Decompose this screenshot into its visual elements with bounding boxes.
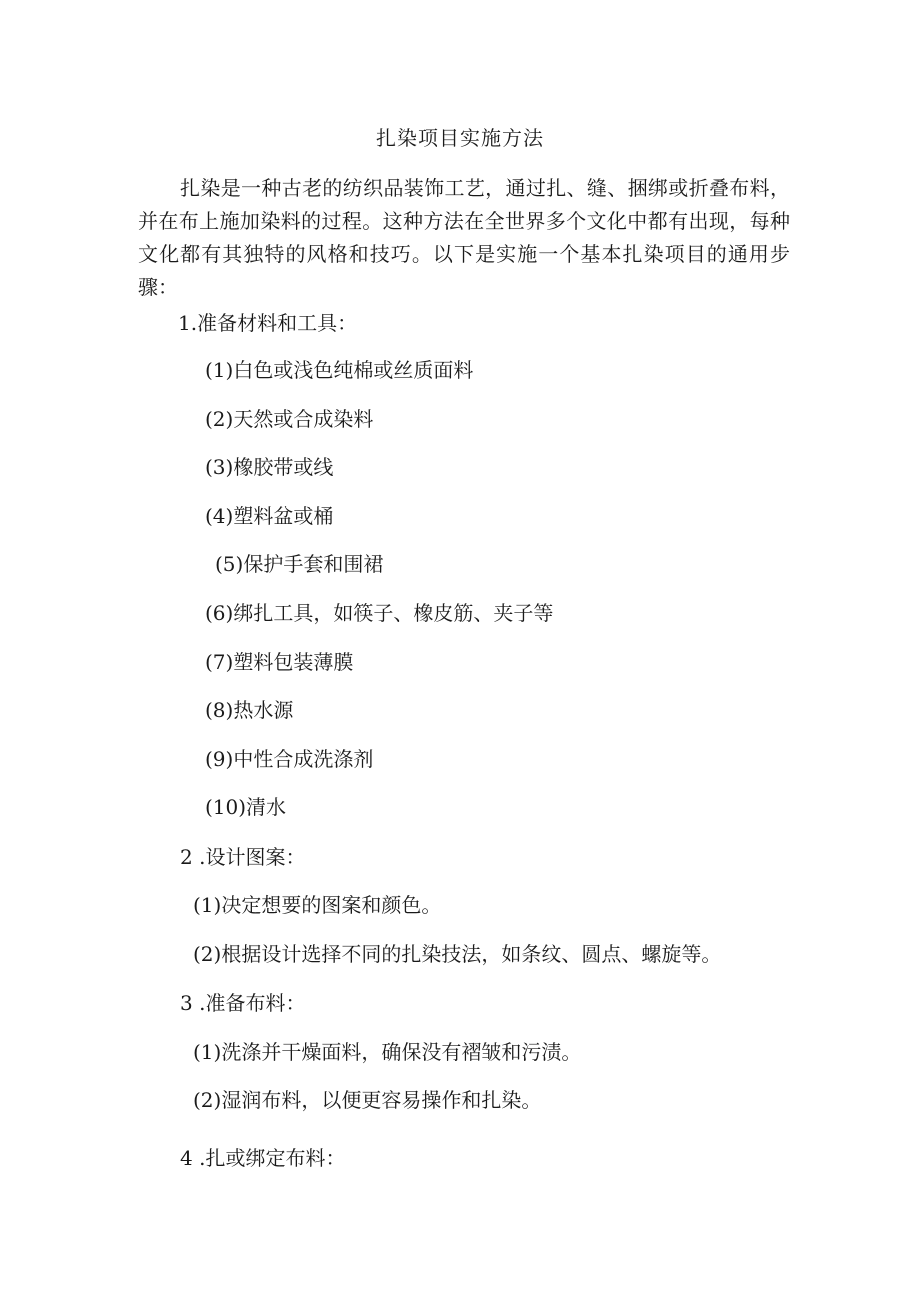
- list-item: (4)塑料盆或桶: [205, 504, 334, 528]
- intro-paragraph: 扎染是一种古老的纺织品装饰工艺，通过扎、缝、捆绑或折叠布料，并在布上施加染料的过程。这种方法在全世界多个文化中都有出现，每种文化都有其独特的风格和技巧。以下是实施一个基本扎染项目的通用步骤：: [138, 176, 790, 299]
- list-item: (2)根据设计选择不同的扎染技法，如条纹、圆点、螺旋等。: [193, 942, 722, 966]
- list-item: (1)白色或浅色纯棉或丝质面料: [205, 358, 474, 382]
- section-heading-1: 1.准备材料和工具：: [178, 311, 358, 335]
- list-item: (1)洗涤并干燥面料，确保没有褶皱和污渍。: [193, 1040, 582, 1064]
- section-heading-4: 4 .扎或绑定布料：: [180, 1146, 346, 1170]
- list-item: (5)保护手套和围裙: [215, 552, 384, 576]
- list-item: (1)决定想要的图案和颜色。: [193, 893, 442, 917]
- page-title: 扎染项目实施方法: [376, 126, 544, 150]
- list-item: (6)绑扎工具，如筷子、橡皮筋、夹子等: [205, 601, 554, 625]
- list-item: (2)湿润布料，以便更容易操作和扎染。: [193, 1088, 542, 1112]
- list-item: (9)中性合成洗涤剂: [205, 747, 374, 771]
- section-heading-2: 2 .设计图案：: [180, 845, 306, 869]
- list-item: (2)天然或合成染料: [205, 407, 374, 431]
- list-item: (8)热水源: [205, 698, 294, 722]
- list-item: (7)塑料包装薄膜: [205, 650, 354, 674]
- list-item: (10)清水: [205, 795, 287, 819]
- list-item: (3)橡胶带或线: [205, 455, 334, 479]
- section-heading-3: 3 .准备布料：: [180, 991, 306, 1015]
